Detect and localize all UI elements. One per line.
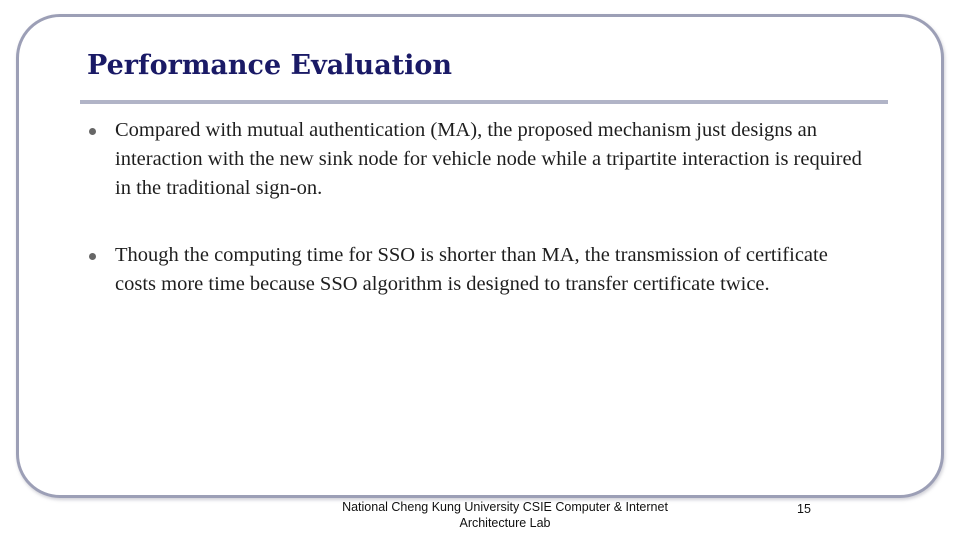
page-number: 15 [797,502,811,516]
bullet-item [80,116,870,203]
bullet-list [80,116,870,337]
bullet-dot-icon [89,253,96,260]
bullet-item [80,241,870,299]
bullet-text: Though the computing time for SSO is shorter than MA, the transmission of certificate costs more time because SSO algorithm is designed to transfer certificate twice. [115,244,828,295]
bullet-dot-icon [89,128,96,135]
title-divider [80,100,888,104]
bullet-text: Compared with mutual authentication (MA), the proposed mechanism just designs an interaction with the new sink node for vehicle node while a tripartite interaction is required in the traditional sign-on. [115,119,862,199]
slide-title: Performance Evaluation [87,50,453,81]
slide-footer: National Cheng Kung University CSIE Computer & Internet Architecture Lab [342,500,668,530]
